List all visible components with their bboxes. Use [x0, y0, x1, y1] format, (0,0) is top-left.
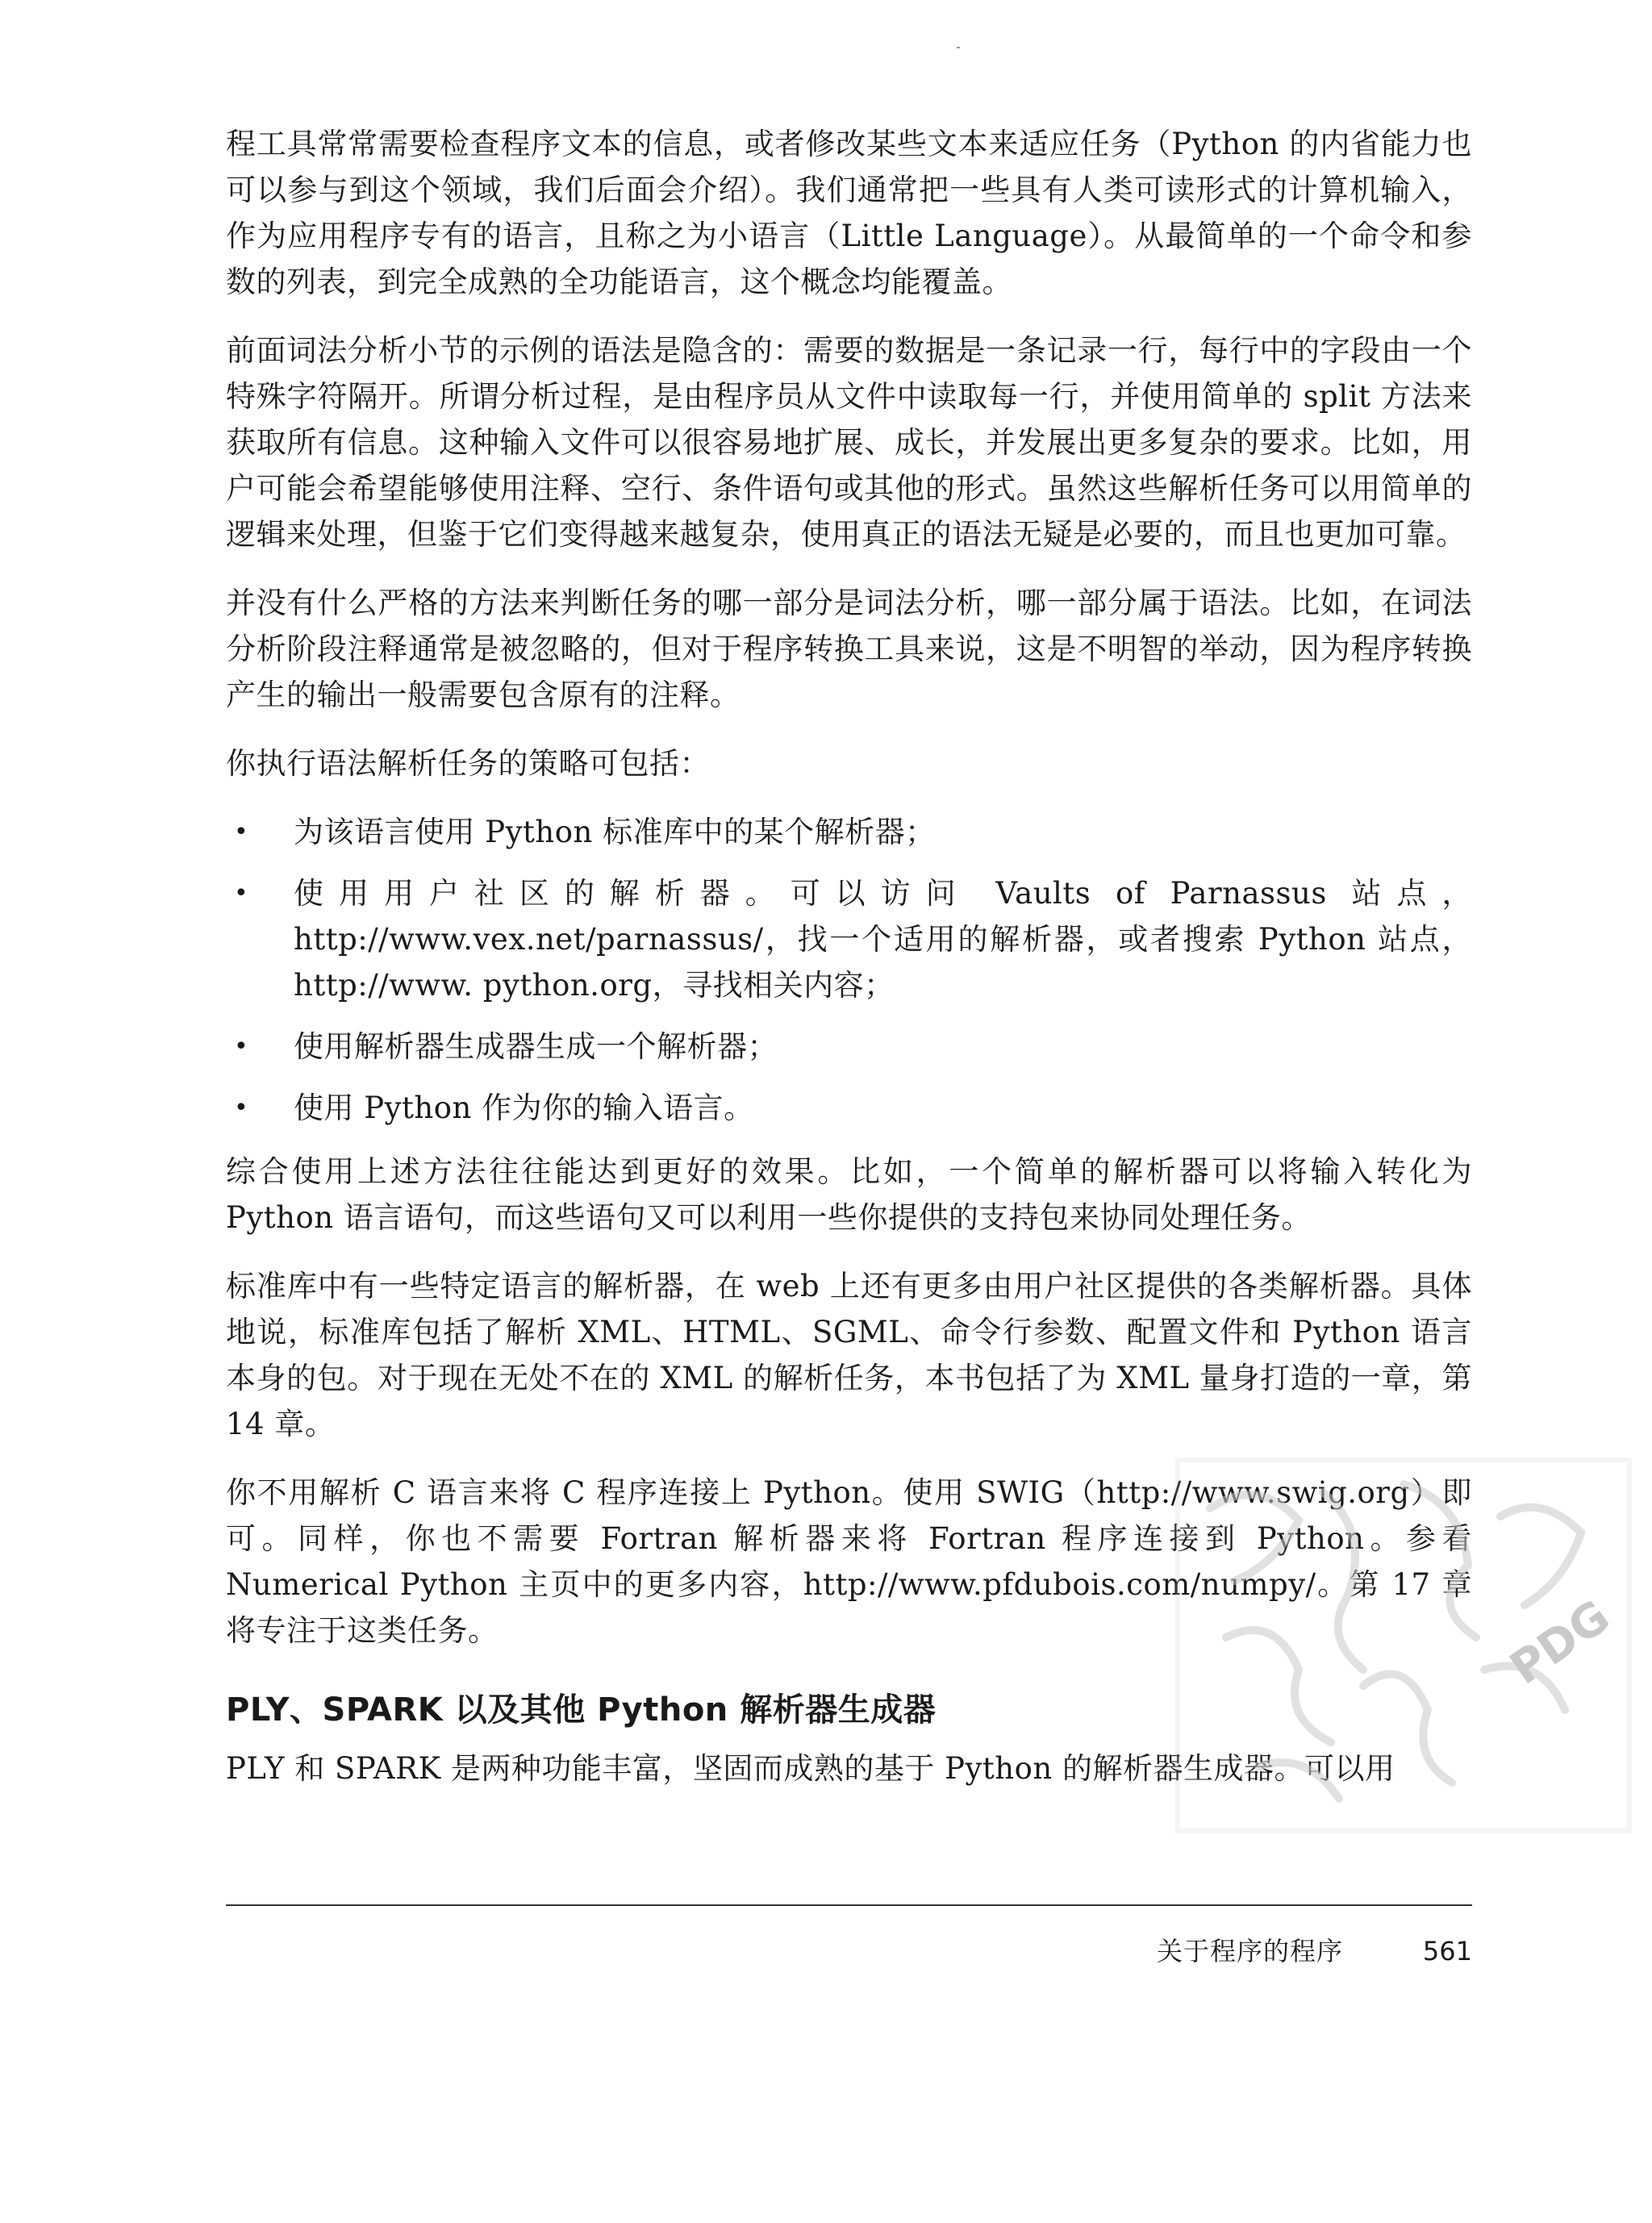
scan-speck	[957, 47, 960, 48]
section-heading: PLY、SPARK 以及其他 Python 解析器生成器	[226, 1691, 937, 1729]
page-footer	[226, 1931, 1472, 1971]
list-item	[226, 870, 1472, 1008]
list-item-text: 使用解析器生成器生成一个解析器；	[294, 1029, 778, 1064]
list-item	[226, 809, 1472, 855]
list-item	[226, 1085, 1472, 1131]
running-footer-title: 关于程序的程序	[1156, 1936, 1343, 1966]
paragraph-combined-approach: 综合使用上述方法往往能达到更好的效果。比如，一个简单的解析器可以将输入转化为 Python 语言语句，而这些语句又可以利用一些你提供的支持包来协同处理任务。	[226, 1154, 1472, 1235]
paragraph-standard-library: 标准库中有一些特定语言的解析器，在 web 上还有更多由用户社区提供的各类解析器。具体地说，标准库包括了解析 XML、HTML、SGML、命令行参数、配置文件和 Python 语言本身的包。对于现在无处不在的 XML 的解析任务，本书包括了为 XML 量身打造的一章，第 14 章。	[226, 1269, 1472, 1441]
list-item	[226, 1024, 1472, 1070]
bullet-marker: •	[234, 879, 249, 907]
list-item-text: 为该语言使用 Python 标准库中的某个解析器；	[294, 815, 936, 849]
strategy-list	[226, 809, 1472, 1131]
watermark-text: PDG	[1500, 1590, 1620, 1695]
page-number: 561	[1422, 1936, 1472, 1966]
list-item-text: 使用用户社区的解析器。可以访问 Vaults of Parnassus 站点，http://www.vex.net/parnassus/，找一个适用的解析器，或者搜索 Python 站点，http://www. python.org，寻找相关内容；	[294, 876, 1472, 1003]
paragraph-lexing-example: 前面词法分析小节的示例的语法是隐含的：需要的数据是一条记录一行，每行中的字段由一个特殊字符隔开。所谓分析过程，是由程序员从文件中读取每一行，并使用简单的 split 方法来获取所有信息。这种输入文件可以很容易地扩展、成长，并发展出更多复杂的要求。比如，用户可能会希望能够使用注释、空行、条件语句或其他的形式。虽然这些解析任务可以用简单的逻辑来处理，但鉴于它们变得越来越复杂，使用真正的语法无疑是必要的，而且也更加可靠。	[226, 333, 1472, 552]
bullet-marker: •	[234, 1094, 249, 1122]
footer-rule	[226, 1904, 1472, 1906]
paragraph-lexing-vs-grammar: 并没有什么严格的方法来判断任务的哪一部分是词法分析，哪一部分属于语法。比如，在词法分析阶段注释通常是被忽略的，但对于程序转换工具来说，这是不明智的举动，因为程序转换产生的输出一般需要包含原有的注释。	[226, 586, 1472, 712]
paragraph-strategies-intro: 你执行语法解析任务的策略可包括：	[226, 746, 710, 781]
paragraph-intro-continued: 程工具常常需要检查程序文本的信息，或者修改某些文本来适应任务（Python 的内省能力也可以参与到这个领域，我们后面会介绍）。我们通常把一些具有人类可读形式的计算机输入，作为应用程序专有的语言，且称之为小语言（Little Language）。从最简单的一个命令和参数的列表，到完全成熟的全功能语言，这个概念均能覆盖。	[226, 127, 1472, 299]
paragraph-swig-fortran: 你不用解析 C 语言来将 C 程序连接上 Python。使用 SWIG（http://www.swig.org）即可。同样，你也不需要 Fortran 解析器来将 Fortran 程序连接到 Python。参看 Numerical Python 主页中的更多内容，http://www.pfdubois.com/numpy/。第 17 章将专注于这类任务。	[226, 1475, 1472, 1648]
page-body	[226, 121, 1472, 1814]
bullet-marker: •	[234, 1032, 249, 1061]
list-item-text: 使用 Python 作为你的输入语言。	[294, 1091, 754, 1125]
bullet-marker: •	[234, 818, 249, 846]
paragraph-ply-spark: PLY 和 SPARK 是两种功能丰富，坚固而成熟的基于 Python 的解析器生成器。可以用	[226, 1751, 1395, 1786]
